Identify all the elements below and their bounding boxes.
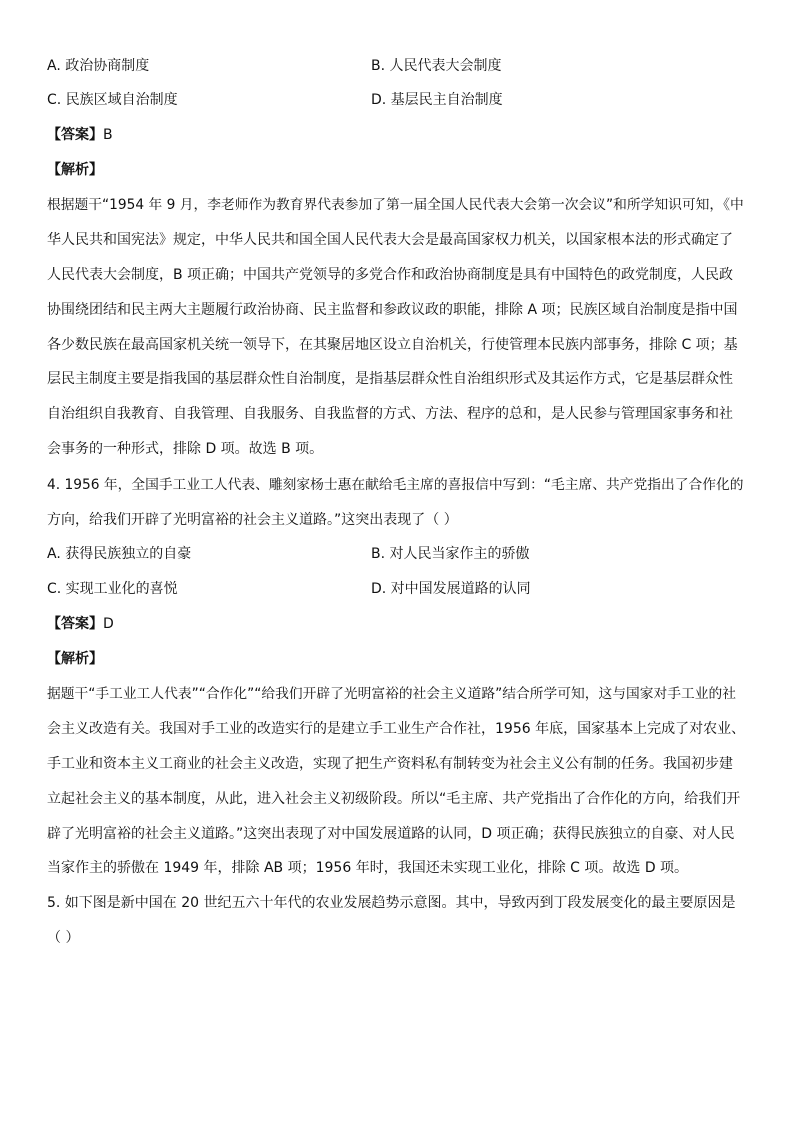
analysis-line: 层民主制度主要是指我国的基层群众性自治制度，是指基层群众性自治组织形式及其运作方式，它是基层群众性 xyxy=(47,371,733,388)
answer-label: 【答案】 xyxy=(47,616,103,632)
analysis-line: 立起社会主义的基本制度，从此，进入社会主义初级阶段。所以“毛主席、共产党指出了合作化的方向，给我们开 xyxy=(47,790,741,807)
answer-value: B xyxy=(103,127,113,143)
analysis-line: 各少数民族在最高国家机关统一领导下，在其聚居地区设立自治机关，行使管理本民族内部事务，排除 C 项；基 xyxy=(47,336,738,353)
analysis-line: 会主义改造有关。我国对手工业的改造实行的是建立手工业生产合作社，1956 年底，国家基本上完成了对农业、 xyxy=(47,720,746,737)
analysis-line: 会事务的一种形式，排除 D 项。故选 B 项。 xyxy=(47,441,324,458)
q4-answer xyxy=(47,614,114,634)
q4-analysis xyxy=(47,684,747,893)
q4-stem xyxy=(47,475,747,545)
analysis-line: 辟了光明富裕的社会主义道路。”这突出表现了对中国发展道路的认同，D 项正确；获得民族独立的自豪、对人民 xyxy=(47,825,735,842)
q3-option-b: B. 人民代表大会制度 xyxy=(371,58,502,74)
analysis-line: 据题干“手工业工人代表”“合作化”“给我们开辟了光明富裕的社会主义道路”结合所学可知，这与国家对手工业的社 xyxy=(47,686,736,702)
stem-line: 4. 1956 年，全国手工业工人代表、雕刻家杨士惠在献给毛主席的喜报信中写到：“毛主席、共产党指出了合作化的 xyxy=(47,477,744,493)
analysis-line: 根据题干“1954 年 9 月，李老师作为教育界代表参加了第一届全国人民代表大会第一次会议”和所学知识可知，《中 xyxy=(47,197,744,213)
answer-label: 【答案】 xyxy=(47,127,103,143)
q3-analysis xyxy=(47,195,747,474)
q4-option-b: B. 对人民当家作主的骄傲 xyxy=(371,546,530,562)
analysis-line: 协围绕团结和民主两大主题履行政治协商、民主监督和参政议政的职能，排除 A 项；民族区域自治制度是指中国 xyxy=(47,301,738,318)
stem-line: （ ） xyxy=(47,929,80,946)
q4-analysis-label: 【解析】 xyxy=(47,651,103,667)
answer-value: D xyxy=(103,616,114,632)
analysis-line: 华人民共和国宪法》规定，中华人民共和国全国人民代表大会是最高国家权力机关，以国家根本法的形式确定了 xyxy=(47,231,733,248)
stem-line: 方向，给我们开辟了光明富裕的社会主义道路。”这突出表现了（ ） xyxy=(47,511,458,528)
q3-option-c: C. 民族区域自治制度 xyxy=(47,92,178,108)
q3-answer xyxy=(47,125,113,145)
q4-option-a: A. 获得民族独立的自豪 xyxy=(47,546,192,562)
q3-analysis-label: 【解析】 xyxy=(47,162,103,178)
q3-option-a: A. 政治协商制度 xyxy=(47,58,150,74)
q5-stem xyxy=(47,893,747,963)
stem-line: 5. 如下图是新中国在 20 世纪五六十年代的农业发展趋势示意图。其中，导致丙到丁段发展变化的最主要原因是 xyxy=(47,895,736,911)
q4-option-c: C. 实现工业化的喜悦 xyxy=(47,581,178,597)
analysis-line: 人民代表大会制度，B 项正确；中国共产党领导的多党合作和政治协商制度是具有中国特色的政党制度，人民政 xyxy=(47,266,734,283)
analysis-line: 手工业和资本主义工商业的社会主义改造，实现了把生产资料私有制转变为社会主义公有制的任务。我国初步建 xyxy=(47,755,733,772)
q4-option-d: D. 对中国发展道路的认同 xyxy=(371,581,531,597)
q3-option-d: D. 基层民主自治制度 xyxy=(371,92,503,108)
analysis-line: 当家作主的骄傲在 1949 年，排除 AB 项；1956 年时，我国还未实现工业化，排除 C 项。故选 D 项。 xyxy=(47,860,689,877)
analysis-line: 自治组织自我教育、自我管理、自我服务、自我监督的方式、方法、程序的总和，是人民参与管理国家事务和社 xyxy=(47,406,733,423)
